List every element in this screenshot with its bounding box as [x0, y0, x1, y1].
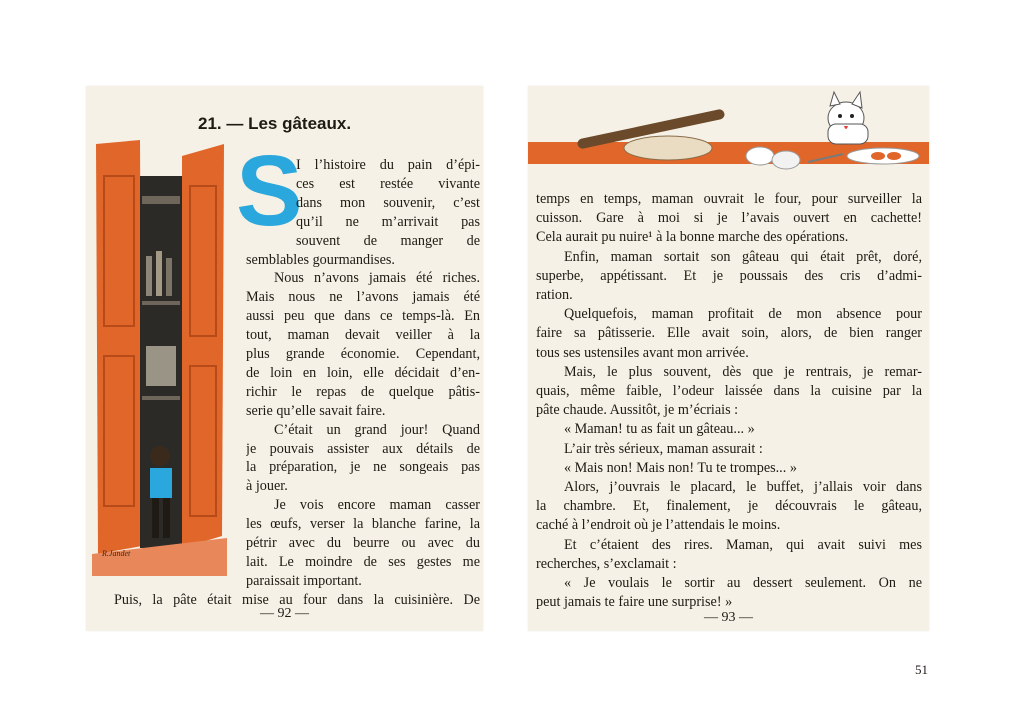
text-line: dans mon souvenir, c’est [296, 194, 480, 211]
text-line: ces est restée vivante [296, 175, 480, 192]
text-line: paraissait important. [246, 572, 362, 589]
text-line: souvent de manger de [296, 232, 480, 249]
text-line: richir le repas de quelque pâtis- [246, 383, 480, 400]
text-line: Nous n’avons jamais été riches. [274, 270, 480, 287]
text-line: « Je voulais le sortir au dessert seulement. On ne [564, 575, 922, 591]
text-line: tous ses ustensiles avant mon arrivée. [536, 344, 749, 361]
text-line: temps en temps, maman ouvrait le four, pour surveiller la [536, 191, 922, 207]
text-line: je pouvais assister aux détails de [246, 440, 480, 457]
text-line: à jouer. [246, 478, 288, 495]
text-line: peut jamais te faire une surprise! » [536, 594, 733, 611]
text-line: ration. [536, 287, 573, 303]
text-line: qu’il ne m’arrivait pas [296, 213, 480, 230]
sheet-number: 51 [915, 662, 928, 677]
text-line: les œufs, verser la blanche farine, la [246, 516, 480, 533]
text-line: lait. Le moindre de ses gestes me [246, 553, 480, 570]
text-line: « Mais non! Mais non! Tu te trompes... » [564, 459, 797, 476]
page-number: — 92 — [260, 606, 309, 621]
drop-cap: S [236, 135, 303, 247]
text-line: cuisson. Gare à moi si je l’avais ouvert en cachette! [536, 210, 922, 227]
right-page [528, 86, 929, 631]
text-line: Puis, la pâte était mise au four dans la cuisinière. De [114, 591, 480, 608]
text-line: Quelquefois, maman profitait de mon absence pour [564, 306, 922, 323]
text-line: caché à l’endroit où je l’attendais le moins. [536, 517, 781, 534]
text-line: recherches, s’exclamait : [536, 555, 677, 572]
text-line: Enfin, maman sortait son gâteau qui était prêt, doré, [564, 248, 922, 265]
text-line: la chambre. Et, finalement, je découvrais le gâteau, [536, 498, 922, 515]
text-line: pétrir avec du beurre ou avec du [246, 535, 480, 551]
text-line: pâte chaude. Aussitôt, je m’écriais : [536, 402, 739, 419]
illustration-signature: R.Jandet [102, 549, 131, 558]
text-line: la préparation, je ne songeais pas [246, 459, 480, 476]
baking-illustration [528, 86, 929, 181]
text-line: Mais, le plus souvent, dès que je rentrais, je remar- [564, 363, 922, 380]
text-line: tout, maman devait veiller à la [246, 327, 480, 344]
text-line: aussi peu que dans ce temps-là. En [246, 308, 480, 325]
cupboard-illustration [92, 136, 227, 576]
text-line: quais, même faible, l’odeur laissée dans la cuisine par la [536, 383, 922, 399]
text-line: semblables gourmandises. [246, 251, 395, 268]
text-line: de loin en loin, elle décidait d’en- [246, 364, 480, 381]
text-line: superbe, appétissant. Et je poussais des cris d’admi- [536, 267, 922, 284]
text-line: serie qu’elle savait faire. [246, 402, 386, 419]
text-line: Mais nous ne l’avons jamais été [246, 289, 480, 306]
text-line: plus grande économie. Cependant, [246, 346, 480, 362]
text-line: L’air très sérieux, maman assurait : [564, 440, 763, 457]
text-line: Et c’étaient des rires. Maman, qui avait suivi mes [564, 536, 922, 553]
bleed-through-text [226, 98, 229, 110]
text-line: Alors, j’ouvrais le placard, le buffet, j’allais voir dans [564, 479, 922, 495]
text-line: I l’histoire du pain d’épi- [296, 157, 480, 173]
text-line: Je vois encore maman casser [274, 497, 480, 514]
chapter-title: 21. — Les gâteaux. [198, 114, 352, 133]
text-line: Cela aurait pu nuire¹ à la bonne marche des opérations. [536, 229, 849, 246]
page-number: — 93 — [704, 610, 753, 625]
text-line: faire sa pâtisserie. Elle avait soin, alors, de bien ranger [536, 325, 922, 342]
text-line: C’était un grand jour! Quand [274, 421, 480, 438]
left-page [86, 86, 483, 631]
text-line: « Maman! tu as fait un gâteau... » [564, 421, 755, 438]
